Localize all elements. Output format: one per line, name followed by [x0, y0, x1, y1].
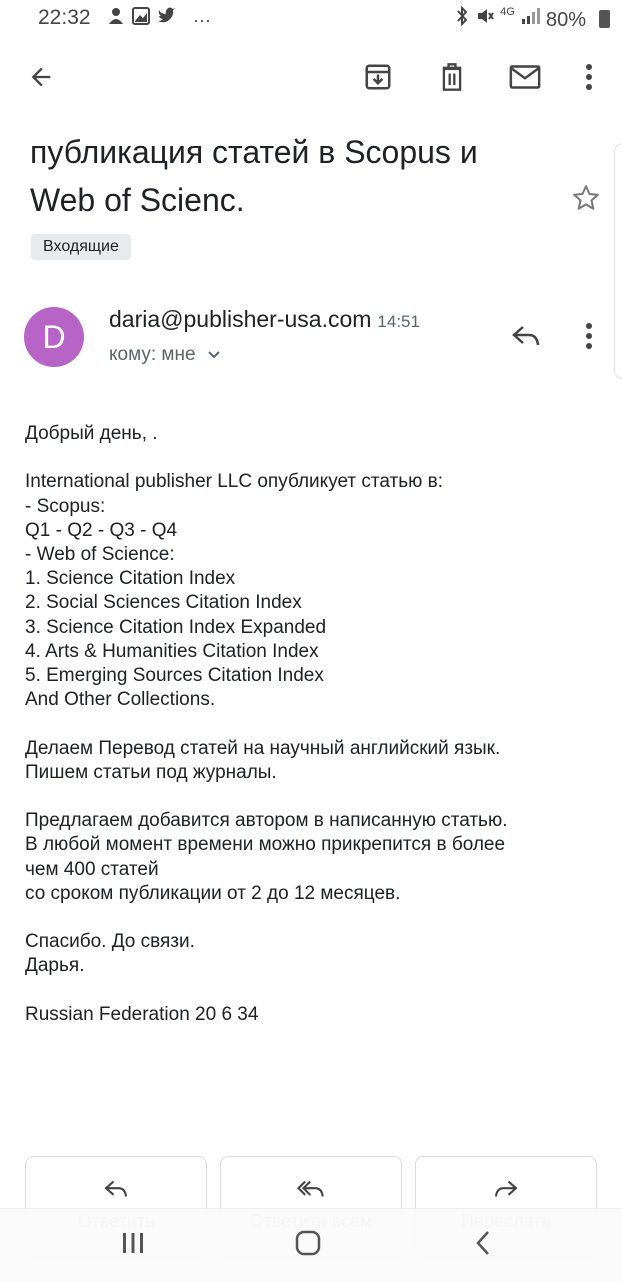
battery-percent: 80%: [545, 9, 586, 31]
sender-row: [109, 306, 420, 333]
twitter-icon: [156, 10, 183, 30]
email-time: 14:51: [377, 312, 420, 331]
back-button[interactable]: [20, 58, 62, 100]
recipient-text: кому: мне: [109, 344, 196, 365]
reply-icon: [511, 324, 541, 353]
chevron-down-icon: [207, 344, 221, 365]
mark-unread-button[interactable]: [503, 58, 547, 100]
signal-icon: [520, 9, 546, 31]
status-right: [455, 6, 586, 32]
inbox-label[interactable]: Входящие: [31, 234, 131, 260]
email-subject: публикация статей в Scopus и Web of Scienc​.: [30, 134, 478, 218]
mute-icon: [475, 9, 501, 31]
signal-label: 4G: [500, 6, 515, 18]
message-more-button[interactable]: [574, 318, 604, 358]
recents-icon: [120, 1231, 146, 1260]
bluetooth-icon: [455, 9, 475, 31]
avatar[interactable]: D: [24, 307, 84, 367]
arrow-left-icon: [27, 63, 55, 96]
sender-address[interactable]: daria@publisher-usa.com: [109, 306, 372, 332]
more-vert-icon: [585, 63, 593, 96]
status-time: 22:32: [38, 6, 91, 29]
more-vert-icon: [585, 322, 593, 355]
more-notifications: ···: [193, 10, 212, 30]
delete-button[interactable]: [431, 58, 473, 100]
trash-icon: [438, 62, 466, 97]
nav-back-icon: [474, 1230, 492, 1261]
battery-icon: [599, 10, 610, 28]
archive-icon: [363, 62, 393, 97]
scroll-indicator: [614, 143, 622, 379]
reply-button[interactable]: [506, 318, 546, 358]
home-button[interactable]: [283, 1223, 333, 1267]
email-body: Добрый день, . International publisher LLC опубликует статью в: - Scopus: Q1 - Q2 - Q3 - Q4 - Web of Science: 1. Science Citation Index 2. Social Sciences Citation Index 3. Science Citation Index Expanded 4. Arts & Humanities Citation Index 5. Emerging Sources Citation Index And Other Collections. Делаем Перевод статей на научный английский язык. Пишем статьи под журналы. Предлагаем добавится автором в написанную статью. В любой момент времени можно прикрепится в более чем 400 статей со сроком публикации от 2 до 12 месяцев. Спасибо. До связи. Дарья. Russian Federation 20 6 34: [25, 423, 508, 1025]
forward-icon: [416, 1179, 596, 1199]
home-icon: [294, 1229, 322, 1262]
status-bar: [0, 0, 622, 40]
reply-icon: [26, 1179, 206, 1199]
mail-icon: [509, 64, 541, 95]
image-icon: [131, 10, 156, 30]
reply-all-icon: [221, 1179, 401, 1199]
more-options-button[interactable]: [574, 58, 604, 100]
star-icon: [571, 183, 601, 218]
recents-button[interactable]: [108, 1223, 158, 1267]
recipient-details[interactable]: [109, 344, 221, 366]
system-nav-bar: [0, 1208, 622, 1281]
notification-icons: [106, 6, 211, 31]
archive-button[interactable]: [357, 58, 399, 100]
nav-back-button[interactable]: [458, 1223, 508, 1267]
person-icon: [106, 10, 131, 30]
star-button[interactable]: [566, 180, 606, 220]
